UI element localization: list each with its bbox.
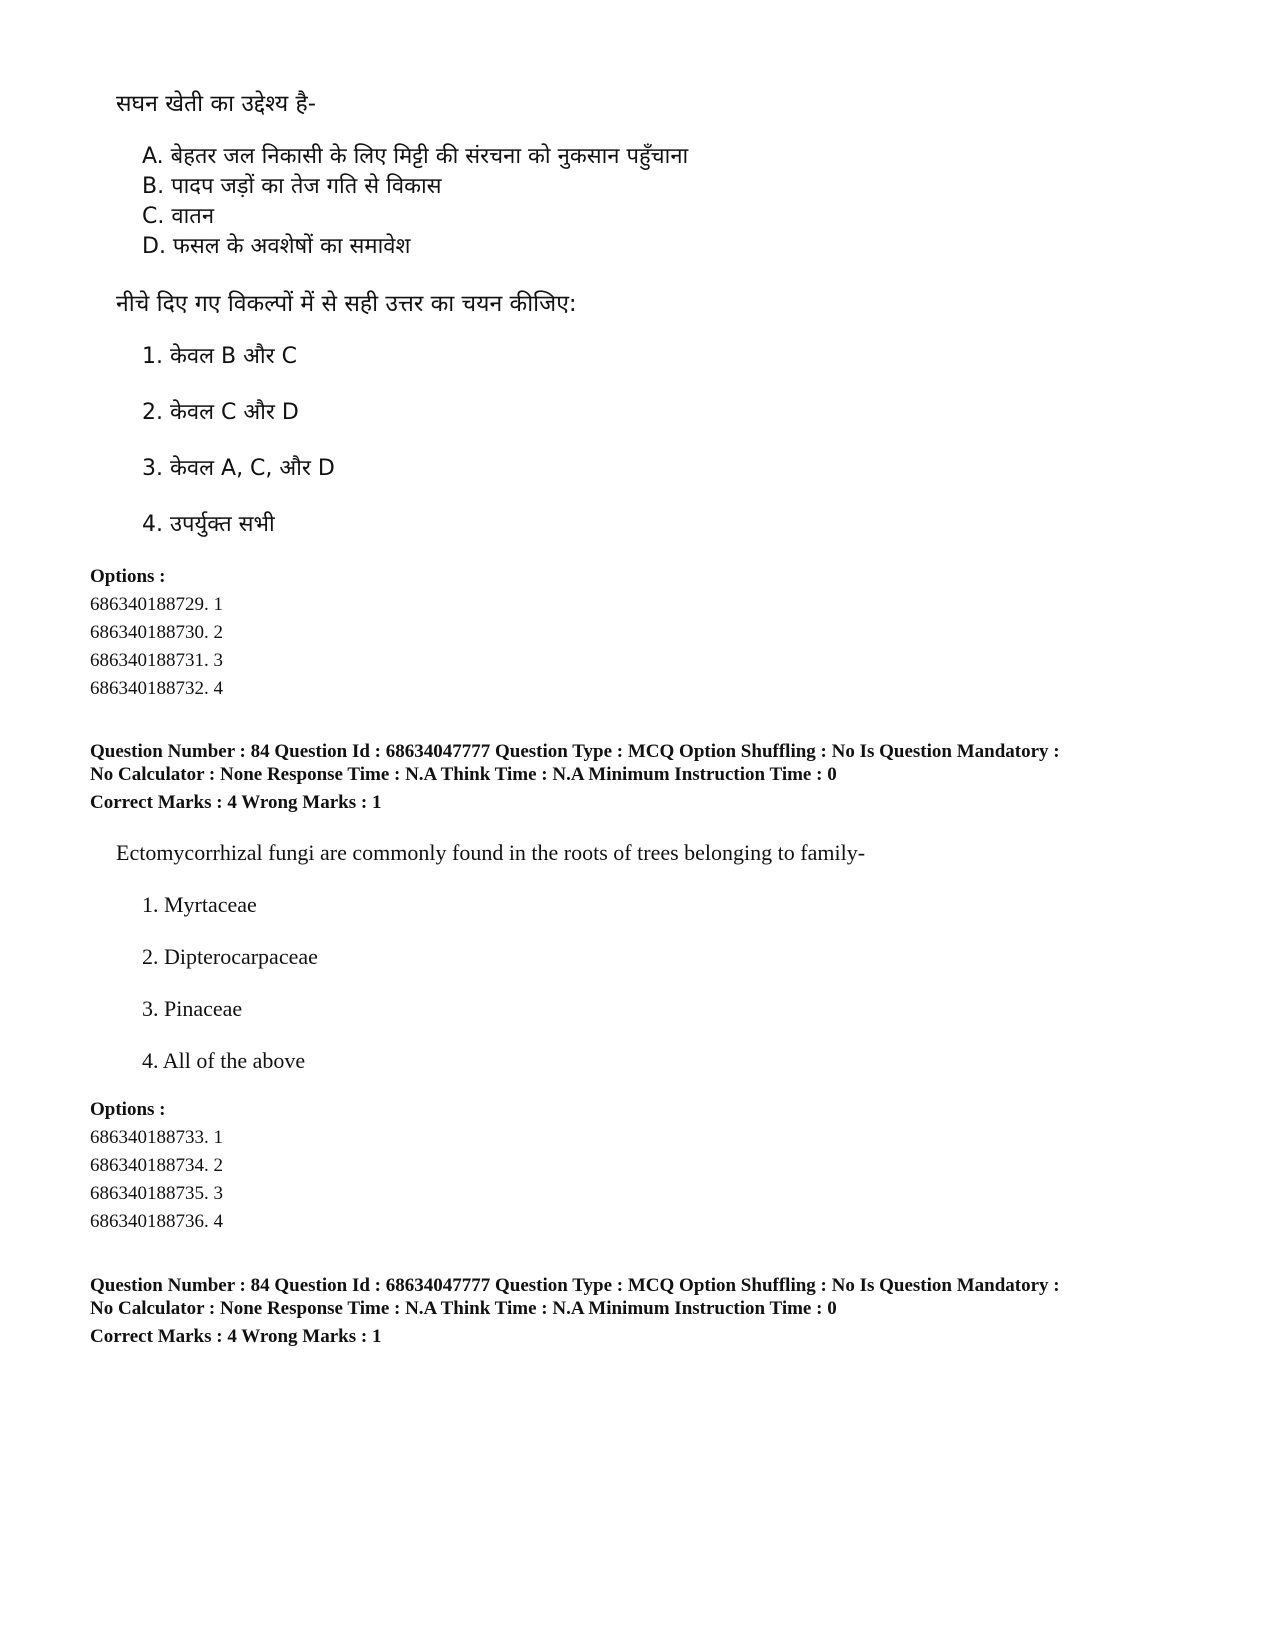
option-id-row: 686340188729. 1 xyxy=(90,594,223,615)
choice-3: 3. Pinaceae xyxy=(142,996,243,1021)
options-label: Options : xyxy=(90,566,166,587)
question-meta-line-2: No Calculator : None Response Time : N.A Think Time : N.A Minimum Instruction Time : 0 xyxy=(90,1298,837,1319)
option-id-row: 686340188733. 1 xyxy=(90,1127,223,1148)
choice-3: 3. केवल A, C, और D xyxy=(142,456,335,481)
choice-4: 4. All of the above xyxy=(142,1048,306,1073)
choice-4: 4. उपर्युक्त सभी xyxy=(142,512,275,537)
choice-2: 2. केवल C और D xyxy=(142,400,299,425)
option-id-row: 686340188730. 2 xyxy=(90,622,223,643)
question-meta-line-1: Question Number : 84 Question Id : 68634047777 Question Type : MCQ Option Shuffling : No Is Question Mandatory : xyxy=(90,1275,1060,1296)
question-meta-line-1: Question Number : 84 Question Id : 68634047777 Question Type : MCQ Option Shuffling : No Is Question Mandatory : xyxy=(90,741,1060,762)
choice-1: 1. केवल B और C xyxy=(142,344,297,369)
question-stem: Ectomycorrhizal fungi are commonly found in the roots of trees belonging to family- xyxy=(116,840,866,865)
statement-b: B. पादप जड़ों का तेज गति से विकास xyxy=(142,174,442,199)
choice-1: 1. Myrtaceae xyxy=(142,892,257,917)
option-id-row: 686340188731. 3 xyxy=(90,650,223,671)
question-stem: सघन खेती का उद्देश्य है- xyxy=(116,91,317,117)
question-marks: Correct Marks : 4 Wrong Marks : 1 xyxy=(90,1326,382,1347)
option-id-row: 686340188732. 4 xyxy=(90,678,223,699)
question-marks: Correct Marks : 4 Wrong Marks : 1 xyxy=(90,792,382,813)
question-meta-line-2: No Calculator : None Response Time : N.A Think Time : N.A Minimum Instruction Time : 0 xyxy=(90,764,837,785)
options-label: Options : xyxy=(90,1099,166,1120)
statement-d: D. फसल के अवशेषों का समावेश xyxy=(142,234,411,259)
choice-2: 2. Dipterocarpaceae xyxy=(142,944,318,969)
option-id-row: 686340188734. 2 xyxy=(90,1155,223,1176)
statement-c: C. वातन xyxy=(142,204,215,229)
option-id-row: 686340188735. 3 xyxy=(90,1183,223,1204)
question-instruction: नीचे दिए गए विकल्पों में से सही उत्तर का चयन कीजिए: xyxy=(116,291,577,317)
option-id-row: 686340188736. 4 xyxy=(90,1211,223,1232)
statement-a: A. बेहतर जल निकासी के लिए मिट्टी की संरचना को नुकसान पहुँचाना xyxy=(142,144,689,169)
